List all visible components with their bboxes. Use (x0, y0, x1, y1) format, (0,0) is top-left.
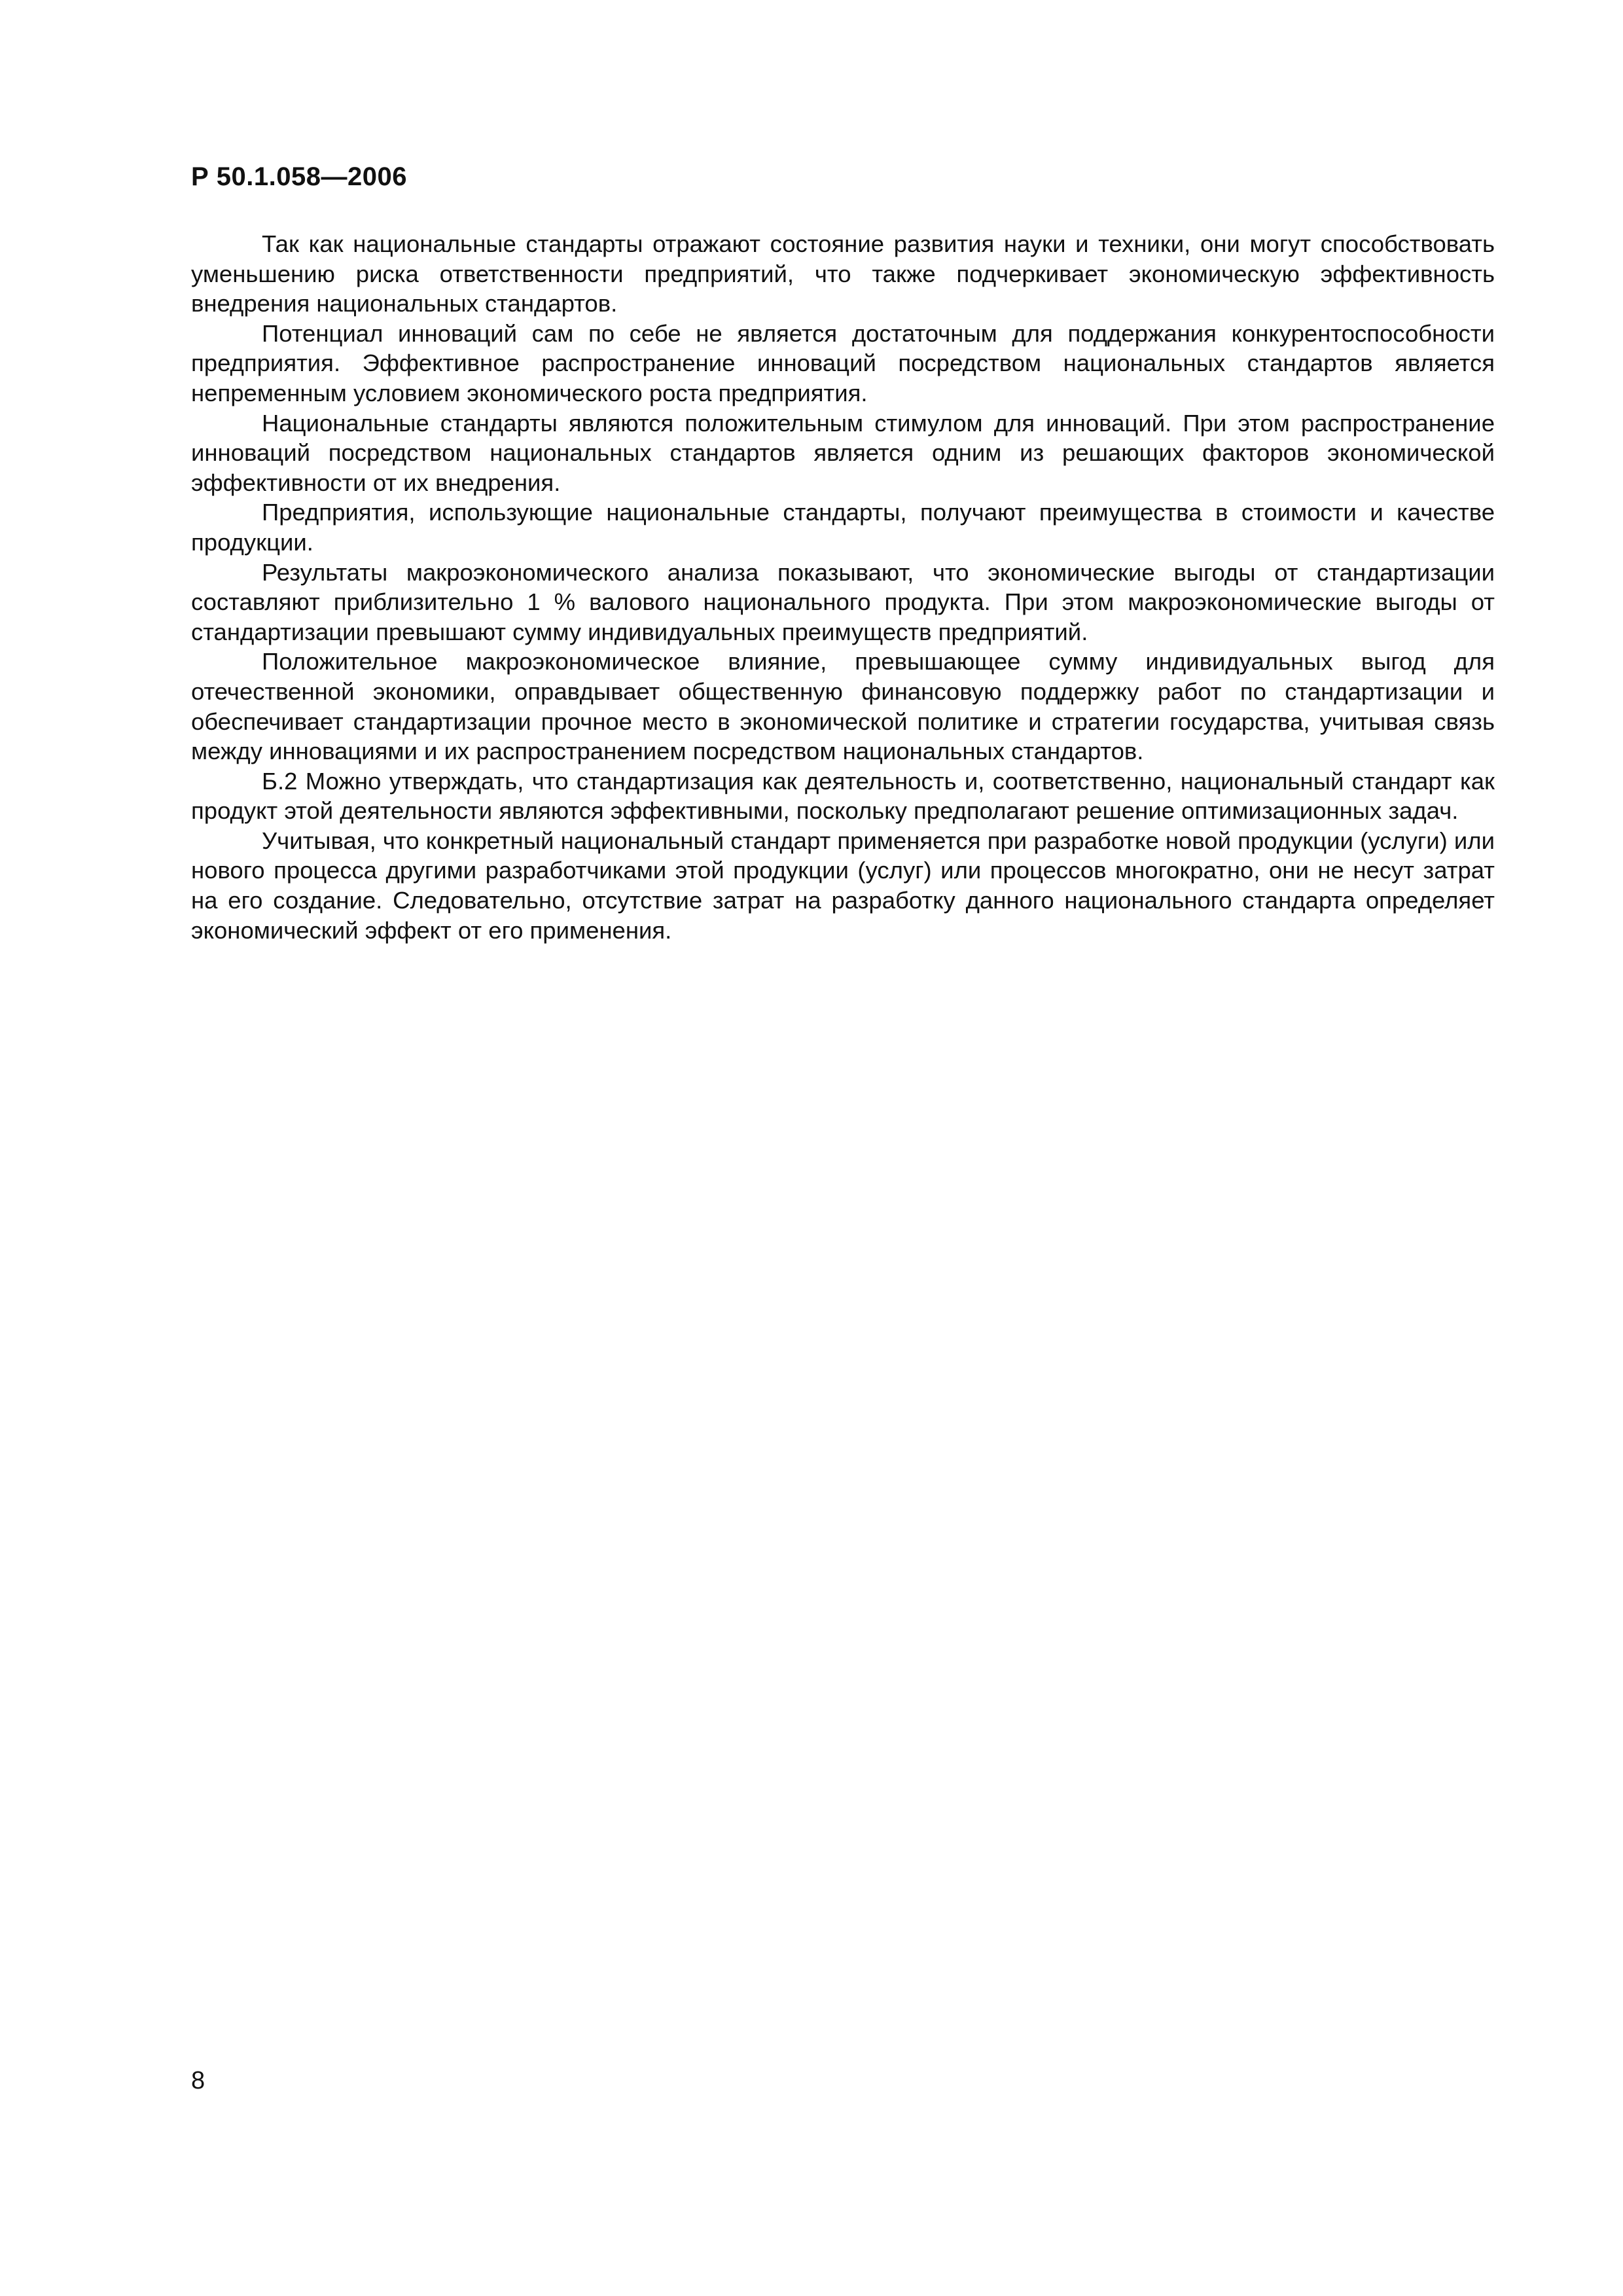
paragraph: Учитывая, что конкретный национальный стандарт применяется при разработке новой продукции (услуги) или нового процесса другими разработчиками этой продукции (услуг) или процессов многократно, они не несут затрат на его создание. Следовательно, отсутствие затрат на разработку данного национального стандарта определяет экономический эффект от его применения. (191, 827, 1495, 944)
paragraph: Потенциал инноваций сам по себе не является достаточным для поддержания конкурентоспособности предприятия. Эффективное распространение инноваций посредством национальных стандартов является непременным условием экономического роста предприятия. (191, 319, 1495, 406)
paragraph: Положительное макроэкономическое влияние, превышающее сумму индивидуальных выгод для отечественной экономики, оправдывает общественную финансовую поддержку работ по стандартизации и обеспечивает стандартизации прочное место в экономической политике и стратегии государства, учитывая связь между инновациями и их распространением посредством национальных стандартов. (191, 648, 1495, 765)
paragraph: Б.2 Можно утверждать, что стандартизация как деятельность и, соответственно, национальный стандарт как продукт этой деятельности являются эффективными, поскольку предполагают решение оптимизационных задач. (191, 767, 1495, 825)
body-text (191, 229, 1495, 945)
paragraph: Национальные стандарты являются положительным стимулом для инноваций. При этом распространение инноваций посредством национальных стандартов является одним из решающих факторов экономической эффективности от их внедрения. (191, 409, 1495, 496)
document-designation: Р 50.1.058—2006 (191, 162, 407, 191)
paragraph: Так как национальные стандарты отражают состояние развития науки и техники, они могут способствовать уменьшению риска ответственности предприятий, что также подчеркивает экономическую эффективность внедрения национальных стандартов. (191, 230, 1495, 317)
paragraph: Предприятия, использующие национальные стандарты, получают преимущества в стоимости и качестве продукции. (191, 499, 1495, 556)
paragraph: Результаты макроэкономического анализа показывают, что экономические выгоды от стандартизации составляют приблизительно 1 % валового национального продукта. При этом макроэкономические выгоды от стандартизации превышают сумму индивидуальных преимуществ предприятий. (191, 558, 1495, 645)
page-number: 8 (191, 2067, 205, 2094)
